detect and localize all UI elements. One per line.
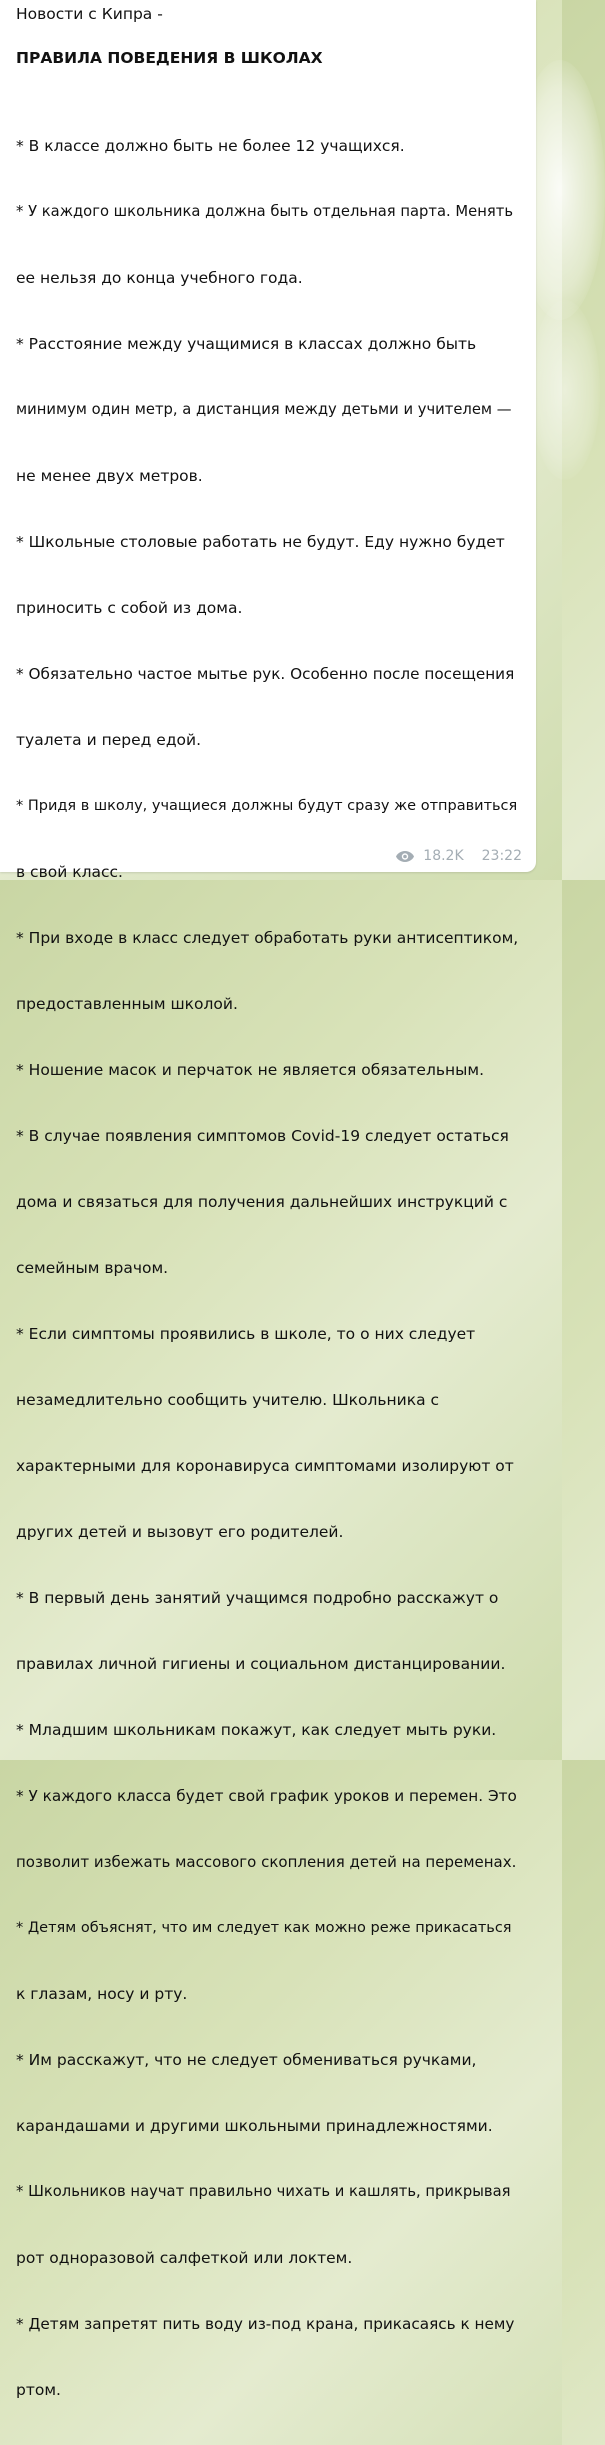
message-meta <box>395 848 522 864</box>
rule-line: * У каждого класса будет свой график уроков и перемен. Это <box>16 1787 517 1805</box>
rule-line: * У каждого школьника должна быть отдельная парта. Менять <box>16 203 514 220</box>
rule-line: * Школьные столовые работать не будут. Еду нужно будет <box>16 533 505 551</box>
rule-line: * В случае появления симптомов Covid-19 следует остаться <box>16 1127 509 1145</box>
rule-line: * Расстояние между учащимися в классах должно быть <box>16 335 477 353</box>
rule-line: позволит избежать массового скопления детей на переменах. <box>16 1853 517 1871</box>
rule-line: * В первый день занятий учащимся подробно расскажут о <box>16 1589 499 1607</box>
rule-line: * В классе должно быть не более 12 учащихся. <box>16 137 405 155</box>
rule-line: ртом. <box>16 2381 61 2399</box>
rule-line: * Школьников научат правильно чихать и кашлять, прикрывая <box>16 2183 511 2200</box>
rule-line: * Им расскажут, что не следует обмениваться ручками, <box>16 2051 477 2069</box>
rule-line: * Обязательно частое мытье рук. Особенно после посещения <box>16 665 515 683</box>
rule-line: характерными для коронавируса симптомами изолируют от <box>16 1457 514 1475</box>
rule-line: предоставленным школой. <box>16 995 238 1013</box>
rule-line: * Если симптомы проявились в школе, то о них следует <box>16 1325 476 1343</box>
rule-line: * При входе в класс следует обработать руки антисептиком, <box>16 929 519 947</box>
rule-line: других детей и вызовут его родителей. <box>16 1523 344 1541</box>
message-body <box>16 91 518 2445</box>
rule-line: туалета и перед едой. <box>16 731 202 749</box>
rule-line: не менее двух метров. <box>16 467 203 485</box>
rule-line: * Детям запретят пить воду из-под крана, прикасаясь к нему <box>16 2315 515 2333</box>
rule-line: дома и связаться для получения дальнейших инструкций с <box>16 1193 508 1211</box>
rule-line: * Детям объяснят, что им следует как можно реже прикасаться <box>16 1920 512 1936</box>
rule-line: ее нельзя до конца учебного года. <box>16 269 303 287</box>
rule-line: * Ношение масок и перчаток не является обязательным. <box>16 1061 484 1079</box>
rule-line: карандашами и другими школьными принадлежностями. <box>16 2117 493 2135</box>
rule-line: минимум один метр, а дистанция между детьми и учителем — <box>16 401 512 418</box>
rule-line: семейным врачом. <box>16 1259 169 1277</box>
message-time: 23:22 <box>481 848 522 864</box>
background-flower <box>530 300 600 480</box>
message-title: ПРАВИЛА ПОВЕДЕНИЯ В ШКОЛАХ <box>16 49 323 67</box>
rule-line: в свой класс. <box>16 863 123 881</box>
eye-icon <box>395 850 415 863</box>
rule-line: * Придя в школу, учащиеся должны будут сразу же отправиться <box>16 798 518 814</box>
rule-line: * Младшим школьникам покажут, как следует мыть руки. <box>16 1721 497 1739</box>
rule-line: незамедлительно сообщить учителю. Школьника с <box>16 1391 440 1409</box>
channel-forward-line: Новости с Кипра - <box>16 5 163 23</box>
rule-line: приносить с собой из дома. <box>16 599 243 617</box>
rule-line: рот одноразовой салфеткой или локтем. <box>16 2249 353 2267</box>
views-count: 18.2K <box>423 848 464 864</box>
rule-line: к глазам, носу и рту. <box>16 1985 188 2003</box>
rule-line: правилах личной гигиены и социальном дистанцировании. <box>16 1655 506 1673</box>
